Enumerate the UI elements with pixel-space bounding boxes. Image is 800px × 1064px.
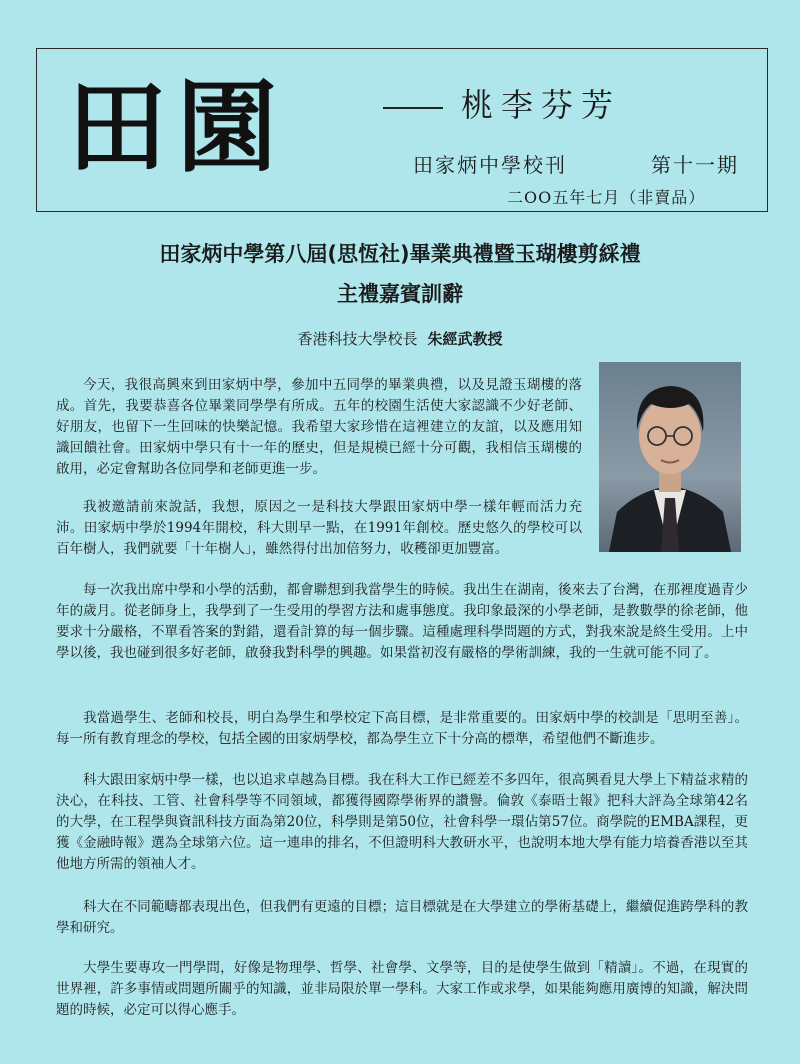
journal-name: 田家炳中學校刊 [413, 153, 567, 177]
speech-paragraph-5: 科大跟田家炳中學一樣，也以追求卓越為目標。我在科大工作已經差不多四年，很高興看見大學上下精益求精的決心，在科技、工管、社會科學等不同領域，都獲得國際學術界的讚譽。倫敦《泰晤士報》把科大評為全球第42名的大學，在工程學與資訊科技方面為第20位，科學則是第50位，社會科學一環佔第57位。商學院的EMBA課程，更獲《金融時報》選為全球第六位。這一連串的排名，不但證明科大教研水平，也說明本地大學有能力培養香港以至其他地方所需的領袖人才。 [56, 772, 748, 872]
issue-date: 二OO五年七月（非賣品） [507, 188, 706, 207]
article-subtitle: 主禮嘉賓訓辭 [337, 282, 463, 306]
motto-text: 桃李芬芳 [461, 86, 622, 124]
speech-paragraph-2: 我被邀請前來說話，我想，原因之一是科技大學跟田家炳中學一樣年輕而活力充沛。田家炳中學於1994年開校，科大則早一點，在1991年創校。歷史悠久的學校可以百年樹人，我們就要「十年樹人」，雖然得付出加倍努力，收穫卻更加豐富。 [56, 499, 582, 557]
issue-number: 第十一期 [651, 153, 739, 177]
speech-paragraph-4: 我當過學生、老師和校長，明白為學生和學校定下高目標，是非常重要的。田家炳中學的校訓是「思明至善」。每一所有教育理念的學校，包括全國的田家炳學校，都為學生立下十分高的標準，希望他們不斷進步。 [56, 710, 748, 747]
motto-dash [383, 107, 443, 109]
speaker-role: 香港科技大學校長 [297, 330, 418, 348]
journal-logo: 田園 [67, 68, 287, 186]
motto [377, 86, 622, 124]
speaker-byline [0, 328, 800, 349]
speaker-name: 朱經武教授 [427, 330, 503, 348]
speech-paragraph-6: 科大在不同範疇都表現出色，但我們有更遠的目標；這目標就是在大學建立的學術基礎上，繼續促進跨學科的教學和研究。 [56, 899, 748, 936]
speaker-portrait-photo [599, 362, 741, 552]
speech-paragraph-3: 每一次我出席中學和小學的活動，都會聯想到我當學生的時候。我出生在湖南，後來去了台灣，在那裡度過青少年的歲月。從老師身上，我學到了一生受用的學習方法和處事態度。我印象最深的小學老師，是教數學的徐老師，他要求十分嚴格，不單看答案的對錯，還看計算的每一個步驟。這種處理科學問題的方式，對我來說是終生受用。上中學以後，我也碰到很多好老師，啟發我對科學的興趣。如果當初沒有嚴格的學術訓練，我的一生就可能不同了。 [56, 582, 748, 661]
masthead [36, 48, 768, 212]
article-title: 田家炳中學第八屆(思恆社)畢業典禮暨玉瑚樓剪綵禮 [159, 242, 641, 266]
speech-paragraph-7: 大學生要專攻一門學問，好像是物理學、哲學、社會學、文學等，目的是使學生做到「精讀」。不過，在現實的世界裡，許多事情或問題所關乎的知識，並非局限於單一學科。大家工作或求學，如果能夠應用廣博的知識，解決問題的時候，必定可以得心應手。 [56, 960, 748, 1018]
speech-paragraph-1: 今天，我很高興來到田家炳中學，參加中五同學的畢業典禮，以及見證玉瑚樓的落成。首先，我要恭喜各位畢業同學學有所成。五年的校園生活使大家認識不少好老師、好朋友，也留下一生回味的快樂記憶。我希望大家珍惜在這裡建立的友誼，以及應用知識回饋社會。田家炳中學只有十一年的歷史，但是規模已經十分可觀，我相信玉瑚樓的啟用，必定會幫助各位同學和老師更進一步。 [56, 377, 582, 477]
portrait-illustration [599, 362, 741, 552]
